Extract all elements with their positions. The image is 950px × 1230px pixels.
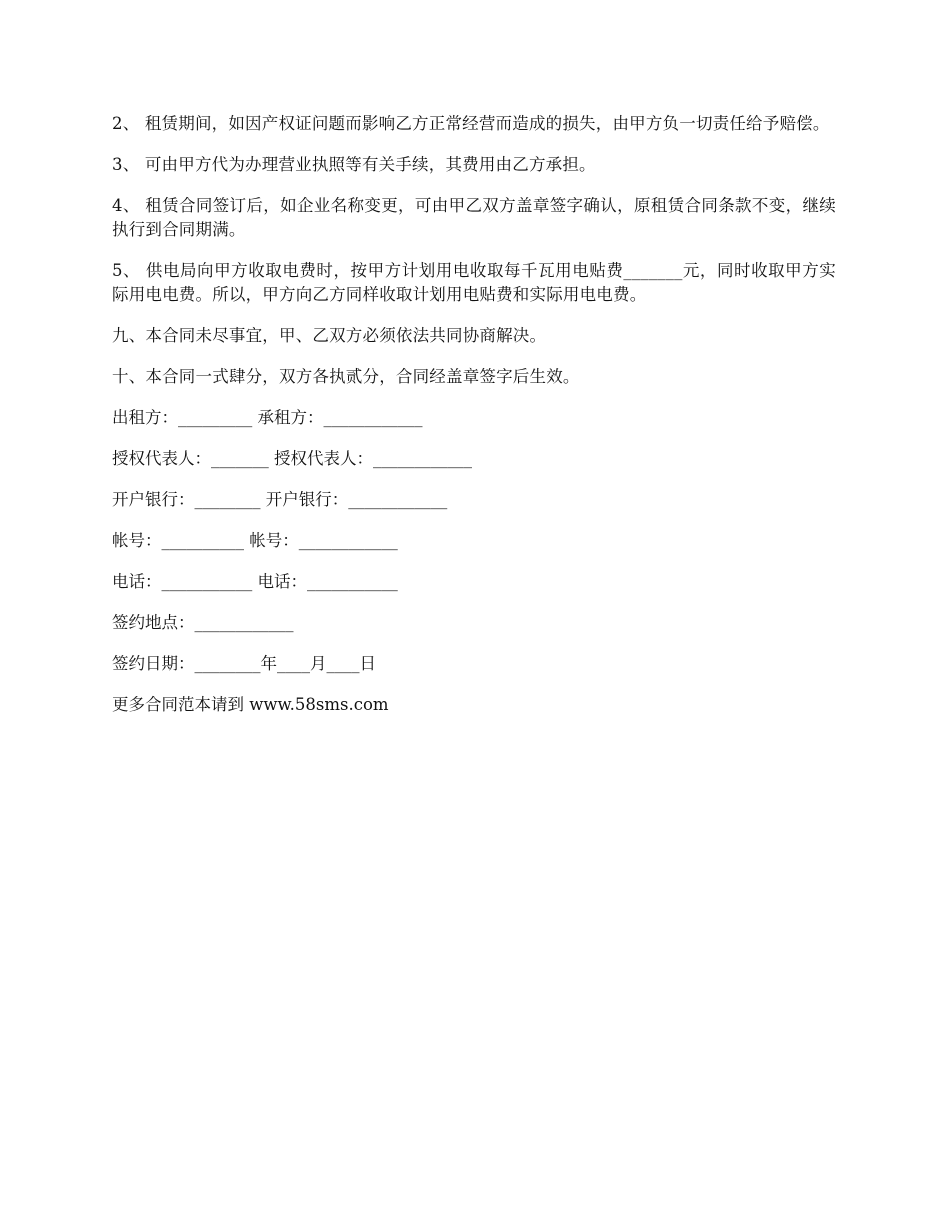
signing-place-line: 签约地点：____________ xyxy=(112,613,294,632)
account-number-line: 帐号：__________ 帐号：____________ xyxy=(112,531,398,550)
authorized-representative-line: 授权代表人：_______ 授权代表人：____________ xyxy=(112,449,472,468)
signing-date-line: 签约日期：________年____月____日 xyxy=(112,654,376,673)
clause-5: 5、 供电局向甲方收取电费时，按甲方计划用电收取每千瓦用电贴费_______元，同时收取甲方实际用电电费。所以，甲方向乙方同样收取计划用电贴费和实际用电电费。 xyxy=(112,261,836,304)
phone-line: 电话：___________ 电话：___________ xyxy=(112,572,398,591)
contract-page xyxy=(112,112,836,734)
lessor-lessee-line: 出租方：_________ 承租方：____________ xyxy=(112,408,423,427)
article-9: 九、本合同未尽事宜，甲、乙双方必须依法共同协商解决。 xyxy=(112,326,547,345)
bank-line: 开户银行：________ 开户银行：____________ xyxy=(112,490,448,509)
clause-3: 3、 可由甲方代为办理营业执照等有关手续，其费用由乙方承担。 xyxy=(112,155,596,174)
clause-2: 2、 租赁期间，如因产权证问题而影响乙方正常经营而造成的损失，由甲方负一切责任给予赔偿。 xyxy=(112,114,830,133)
footer-link-text: 更多合同范本请到 www.58sms.com xyxy=(112,695,389,714)
clause-4: 4、 租赁合同签订后，如企业名称变更，可由甲乙双方盖章签字确认，原租赁合同条款不变，继续执行到合同期满。 xyxy=(112,196,836,239)
article-10: 十、本合同一式肆分，双方各执贰分，合同经盖章签字后生效。 xyxy=(112,367,580,386)
